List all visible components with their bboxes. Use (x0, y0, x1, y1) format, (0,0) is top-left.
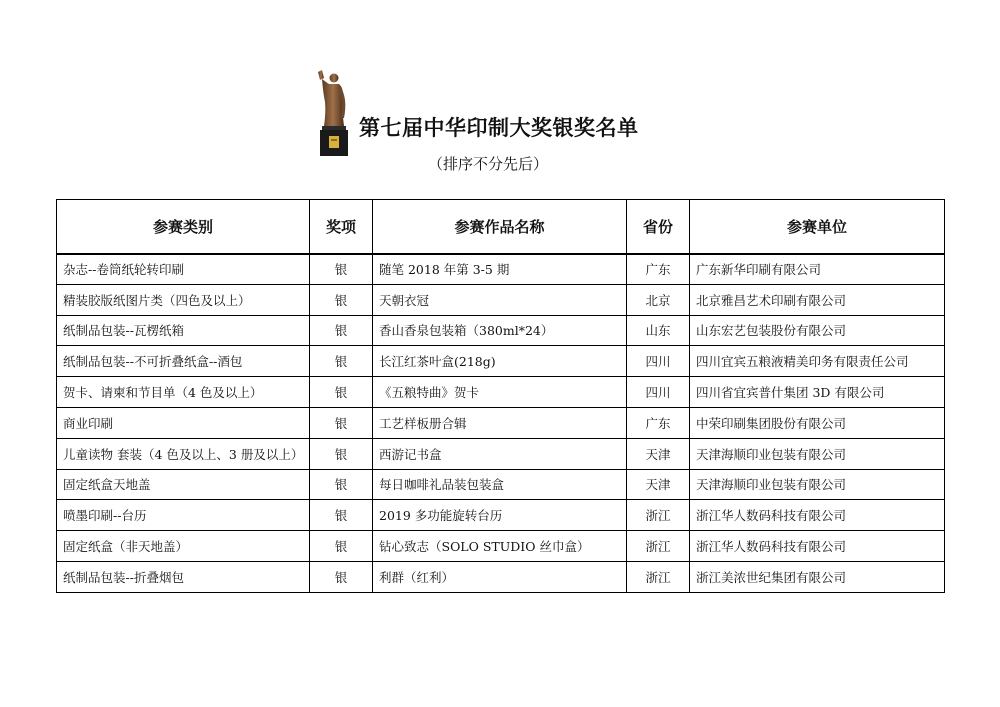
table-row (57, 531, 945, 562)
award-cell: 银 (310, 284, 373, 315)
work-name-cell: 2019 多功能旋转台历 (373, 500, 627, 531)
award-cell: 银 (310, 346, 373, 377)
province-cell: 山东 (627, 315, 690, 346)
award-cell: 银 (310, 254, 373, 285)
province-cell: 北京 (627, 284, 690, 315)
work-name-cell: 西游记书盒 (373, 438, 627, 469)
province-cell: 广东 (627, 254, 690, 285)
category-cell: 商业印刷 (57, 407, 310, 438)
entrant-cell: 广东新华印刷有限公司 (690, 254, 945, 285)
table-row (57, 407, 945, 438)
province-cell: 天津 (627, 438, 690, 469)
category-cell: 固定纸盒（非天地盖） (57, 531, 310, 562)
award-cell: 银 (310, 500, 373, 531)
header-work-name: 参赛作品名称 (373, 200, 627, 254)
province-cell: 浙江 (627, 561, 690, 592)
province-cell: 四川 (627, 346, 690, 377)
category-cell: 纸制品包装--不可折叠纸盒--酒包 (57, 346, 310, 377)
award-cell: 银 (310, 407, 373, 438)
award-cell: 银 (310, 469, 373, 500)
header-award: 奖项 (310, 200, 373, 254)
table-row (57, 284, 945, 315)
entrant-cell: 天津海顺印业包装有限公司 (690, 469, 945, 500)
work-name-cell: 工艺样板册合辑 (373, 407, 627, 438)
category-cell: 儿童读物 套装（4 色及以上、3 册及以上） (57, 438, 310, 469)
work-name-cell: 长江红茶叶盒(218g) (373, 346, 627, 377)
province-cell: 浙江 (627, 531, 690, 562)
category-cell: 固定纸盒天地盖 (57, 469, 310, 500)
page-subtitle: （排序不分先后） (428, 155, 549, 173)
award-cell: 银 (310, 315, 373, 346)
work-name-cell: 香山香泉包装箱（380ml*24） (373, 315, 627, 346)
entrant-cell: 山东宏艺包装股份有限公司 (690, 315, 945, 346)
work-name-cell: 每日咖啡礼品装包装盒 (373, 469, 627, 500)
category-cell: 杂志--卷筒纸轮转印刷 (57, 254, 310, 285)
category-cell: 贺卡、请柬和节目单（4 色及以上） (57, 377, 310, 408)
award-cell: 银 (310, 561, 373, 592)
category-cell: 纸制品包装--折叠烟包 (57, 561, 310, 592)
entrant-cell: 北京雅昌艺术印刷有限公司 (690, 284, 945, 315)
award-cell: 银 (310, 531, 373, 562)
table-row (57, 377, 945, 408)
entrant-cell: 浙江华人数码科技有限公司 (690, 531, 945, 562)
table-row (57, 315, 945, 346)
table-header-row (57, 200, 945, 254)
page-title: 第七届中华印制大奖银奖名单 (359, 116, 639, 140)
work-name-cell: 《五粮特曲》贺卡 (373, 377, 627, 408)
table-row (57, 561, 945, 592)
header-category: 参赛类别 (57, 200, 310, 254)
category-cell: 精装胶版纸图片类（四色及以上） (57, 284, 310, 315)
entrant-cell: 浙江华人数码科技有限公司 (690, 500, 945, 531)
award-cell: 银 (310, 377, 373, 408)
table-row (57, 438, 945, 469)
province-cell: 广东 (627, 407, 690, 438)
table-row (57, 500, 945, 531)
entrant-cell: 中荣印刷集团股份有限公司 (690, 407, 945, 438)
province-cell: 浙江 (627, 500, 690, 531)
trophy-statue-icon (310, 68, 358, 160)
entrant-cell: 天津海顺印业包装有限公司 (690, 438, 945, 469)
table-row (57, 346, 945, 377)
category-cell: 喷墨印刷--台历 (57, 500, 310, 531)
silver-award-table (56, 199, 945, 593)
award-cell: 银 (310, 438, 373, 469)
entrant-cell: 四川省宜宾普什集团 3D 有限公司 (690, 377, 945, 408)
work-name-cell: 利群（红利） (373, 561, 627, 592)
province-cell: 四川 (627, 377, 690, 408)
header-province: 省份 (627, 200, 690, 254)
entrant-cell: 四川宜宾五粮液精美印务有限责任公司 (690, 346, 945, 377)
work-name-cell: 钻心致志（SOLO STUDIO 丝巾盒） (373, 531, 627, 562)
category-cell: 纸制品包装--瓦楞纸箱 (57, 315, 310, 346)
entrant-cell: 浙江美浓世纪集团有限公司 (690, 561, 945, 592)
table-row (57, 254, 945, 285)
table-row (57, 469, 945, 500)
work-name-cell: 随笔 2018 年第 3-5 期 (373, 254, 627, 285)
province-cell: 天津 (627, 469, 690, 500)
work-name-cell: 天朝衣冠 (373, 284, 627, 315)
header-entrant: 参赛单位 (690, 200, 945, 254)
